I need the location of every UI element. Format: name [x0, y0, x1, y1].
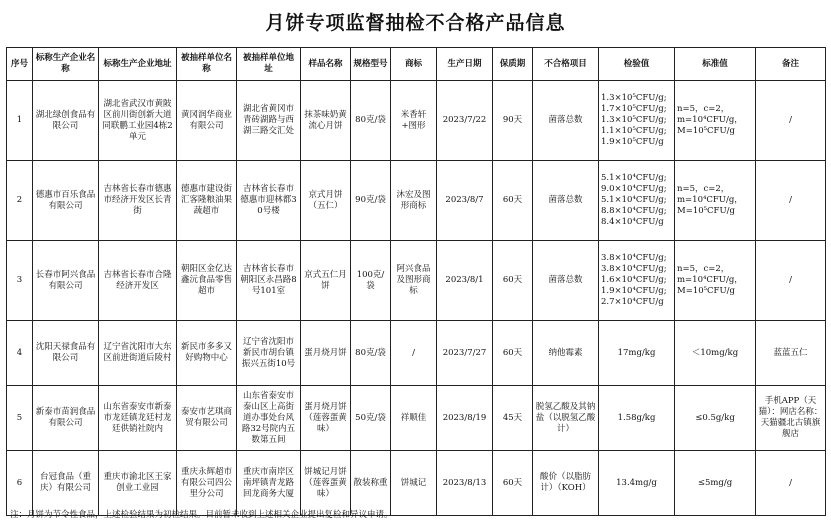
cell-date: 2023/7/27 — [437, 321, 493, 386]
value-line: 1.6×10⁴CFU/g; — [601, 275, 667, 285]
table-header-row — [7, 48, 826, 81]
value-line: 8.8×10⁴CFU/g; — [601, 206, 667, 216]
cell-std: ≤5mg/g — [675, 451, 756, 516]
header-item: 不合格项目 — [533, 48, 599, 81]
cell-values — [599, 81, 675, 161]
cell-sampled-addr: 辽宁省沈阳市新民市胡台镇振兴五街10号 — [237, 321, 301, 386]
table-row — [7, 81, 826, 161]
cell-date: 2023/8/7 — [437, 161, 493, 241]
cell-producer: 长春市阿兴食品有限公司 — [33, 241, 99, 321]
cell-remark: / — [756, 241, 826, 321]
cell-sample: 蛋月烧月饼 — [301, 321, 351, 386]
cell-date: 2023/8/1 — [437, 241, 493, 321]
cell-producer-addr: 吉林省长春市德惠市经济开发区长青街 — [99, 161, 177, 241]
cell-sampled: 德惠市建设街汇客隆粮油果蔬超市 — [177, 161, 237, 241]
cell-item: 菌落总数 — [533, 241, 599, 321]
cell-item: 脱氢乙酸及其钠盐（以脱氢乙酸计） — [533, 386, 599, 451]
cell-brand: / — [391, 321, 437, 386]
cell-std: ＜10mg/kg — [675, 321, 756, 386]
cell-spec: 80克/袋 — [351, 81, 391, 161]
header-std: 标准值 — [675, 48, 756, 81]
cell-item: 酸价（以脂肪计）（KOH） — [533, 451, 599, 516]
cell-producer: 德惠市百乐食品有限公司 — [33, 161, 99, 241]
cell-values: 17mg/kg — [599, 321, 675, 386]
cell-values: 1.58g/kg — [599, 386, 675, 451]
table-row — [7, 386, 826, 451]
cell-shelf: 60天 — [493, 241, 533, 321]
header-producer: 标称生产企业名称 — [33, 48, 99, 81]
cell-remark: / — [756, 161, 826, 241]
cell-date: 2023/8/13 — [437, 451, 493, 516]
cell-shelf: 60天 — [493, 161, 533, 241]
cell-spec: 80克/袋 — [351, 321, 391, 386]
table-row — [7, 321, 826, 386]
value-line: 1.3×10⁵CFU/g; — [601, 115, 667, 125]
cell-sample: 蛋月烧月饼（莲蓉蛋黄味） — [301, 386, 351, 451]
cell-remark: / — [756, 451, 826, 516]
header-values: 检验值 — [599, 48, 675, 81]
cell-producer: 台冠食品（重庆）有限公司 — [33, 451, 99, 516]
cell-no: 5 — [7, 386, 33, 451]
std-line: m=10⁴CFU/g， — [677, 195, 743, 205]
cell-shelf: 60天 — [493, 451, 533, 516]
cell-date: 2023/8/19 — [437, 386, 493, 451]
value-line: 2.7×10⁴CFU/g — [601, 297, 664, 307]
value-line: 1.1×10⁵CFU/g; — [601, 126, 667, 136]
cell-brand: 祥顺佳 — [391, 386, 437, 451]
cell-spec: 50克/袋 — [351, 386, 391, 451]
cell-producer: 湖北绿创食品有限公司 — [33, 81, 99, 161]
cell-no: 6 — [7, 451, 33, 516]
cell-spec: 散装称重 — [351, 451, 391, 516]
value-line: 1.3×10⁵CFU/g; — [601, 93, 667, 103]
cell-sampled: 新民市多多又好购物中心 — [177, 321, 237, 386]
cell-sampled: 重庆永辉超市有限公司四公里分公司 — [177, 451, 237, 516]
cell-item: 菌落总数 — [533, 81, 599, 161]
table-row — [7, 161, 826, 241]
header-remark: 备注 — [756, 48, 826, 81]
footnote: 注：月饼为节令性食品，上述检验结果为初检结果。目前暂未收到上述相关企业提出复检和异议申请。 — [10, 510, 393, 520]
cell-sampled: 黄冈润华商业有限公司 — [177, 81, 237, 161]
cell-sampled-addr: 山东省泰安市泰山区上高街道办事处台风路32号院内五数第五间 — [237, 386, 301, 451]
header-spec: 规格型号 — [351, 48, 391, 81]
cell-shelf: 90天 — [493, 81, 533, 161]
cell-producer-addr: 吉林省长春市合隆经济开发区 — [99, 241, 177, 321]
cell-item: 纳他霉素 — [533, 321, 599, 386]
cell-sample: 饼城记月饼（莲蓉蛋黄味） — [301, 451, 351, 516]
table-row — [7, 451, 826, 516]
cell-remark: / — [756, 81, 826, 161]
cell-sampled-addr: 湖北省黄冈市青砖湖路与西湖三路交汇处 — [237, 81, 301, 161]
cell-remark: 蓝蓝五仁 — [756, 321, 826, 386]
header-sample: 样品名称 — [301, 48, 351, 81]
std-line: m=10⁴CFU/g， — [677, 275, 743, 285]
cell-sample: 抹茶味奶黄流心月饼 — [301, 81, 351, 161]
std-line: m=10⁴CFU/g， — [677, 115, 743, 125]
std-line: n=5，c=2， — [677, 264, 730, 274]
cell-no: 4 — [7, 321, 33, 386]
cell-spec: 100克/袋 — [351, 241, 391, 321]
table-row — [7, 241, 826, 321]
std-line: M=10⁵CFU/g — [677, 126, 735, 136]
cell-sampled: 泰安市艺琪商贸有限公司 — [177, 386, 237, 451]
cell-std: ≤0.5g/kg — [675, 386, 756, 451]
cell-remark: 手机APP（天猫）：网店名称：天猫疆北古镇旗舰店 — [756, 386, 826, 451]
cell-brand: 米香轩+图形 — [391, 81, 437, 161]
page-title: 月饼专项监督抽检不合格产品信息 — [265, 12, 566, 34]
header-producer-addr: 标称生产企业地址 — [99, 48, 177, 81]
value-line: 9.0×10⁴CFU/g; — [601, 184, 667, 194]
cell-shelf: 60天 — [493, 321, 533, 386]
value-line: 1.7×10⁵CFU/g; — [601, 104, 667, 114]
std-line: M=10⁵CFU/g — [677, 206, 735, 216]
results-table — [6, 47, 826, 516]
header-no: 序号 — [7, 48, 33, 81]
cell-spec: 90克/袋 — [351, 161, 391, 241]
cell-no: 1 — [7, 81, 33, 161]
cell-brand: 沐宏及图形商标 — [391, 161, 437, 241]
header-brand: 商标 — [391, 48, 437, 81]
cell-producer-addr: 山东省泰安市新泰市龙廷镇龙廷村龙廷供销社院内 — [99, 386, 177, 451]
cell-producer: 沈阳天禄食品有限公司 — [33, 321, 99, 386]
cell-producer-addr: 辽宁省沈阳市大东区前进街道后陵村 — [99, 321, 177, 386]
value-line: 1.9×10⁵CFU/g — [601, 137, 664, 147]
header-sampled-addr: 被抽样单位地址 — [237, 48, 301, 81]
value-line: 3.8×10⁴CFU/g; — [601, 264, 667, 274]
cell-values — [599, 241, 675, 321]
header-date: 生产日期 — [437, 48, 493, 81]
cell-std — [675, 161, 756, 241]
std-line: M=10⁵CFU/g — [677, 286, 735, 296]
cell-sampled-addr: 吉林省长春市德惠市迎林都30号楼 — [237, 161, 301, 241]
cell-brand: 阿兴食品及图形商标 — [391, 241, 437, 321]
value-line: 5.1×10⁴CFU/g; — [601, 195, 667, 205]
cell-producer: 新泰市苗润食品有限公司 — [33, 386, 99, 451]
cell-shelf: 45天 — [493, 386, 533, 451]
cell-sample: 京式月饼（五仁） — [301, 161, 351, 241]
cell-producer-addr: 湖北省武汉市黄陂区前川街创新大道同联鹏工业园4栋2单元 — [99, 81, 177, 161]
cell-sampled: 朝阳区金亿达鑫沅食品零售超市 — [177, 241, 237, 321]
cell-date: 2023/7/22 — [437, 81, 493, 161]
cell-sample: 京式五仁月饼 — [301, 241, 351, 321]
value-line: 5.1×10⁴CFU/g; — [601, 173, 667, 183]
cell-values: 13.4mg/g — [599, 451, 675, 516]
std-line: n=5，c=2， — [677, 184, 730, 194]
cell-sampled-addr: 吉林省长春市朝阳区永昌路8号101室 — [237, 241, 301, 321]
std-line: n=5，c=2， — [677, 104, 730, 114]
value-line: 1.9×10⁴CFU/g; — [601, 286, 667, 296]
header-shelf: 保质期 — [493, 48, 533, 81]
cell-std — [675, 241, 756, 321]
cell-sampled-addr: 重庆市南岸区南坪镇青龙路回龙商务大厦 — [237, 451, 301, 516]
value-line: 3.8×10⁴CFU/g; — [601, 253, 667, 263]
cell-no: 2 — [7, 161, 33, 241]
cell-brand: 饼城记 — [391, 451, 437, 516]
cell-producer-addr: 重庆市渝北区王家创业工业园 — [99, 451, 177, 516]
cell-values — [599, 161, 675, 241]
cell-no: 3 — [7, 241, 33, 321]
header-sampled: 被抽样单位名称 — [177, 48, 237, 81]
cell-std — [675, 81, 756, 161]
cell-item: 菌落总数 — [533, 161, 599, 241]
value-line: 8.4×10⁴CFU/g — [601, 217, 664, 227]
